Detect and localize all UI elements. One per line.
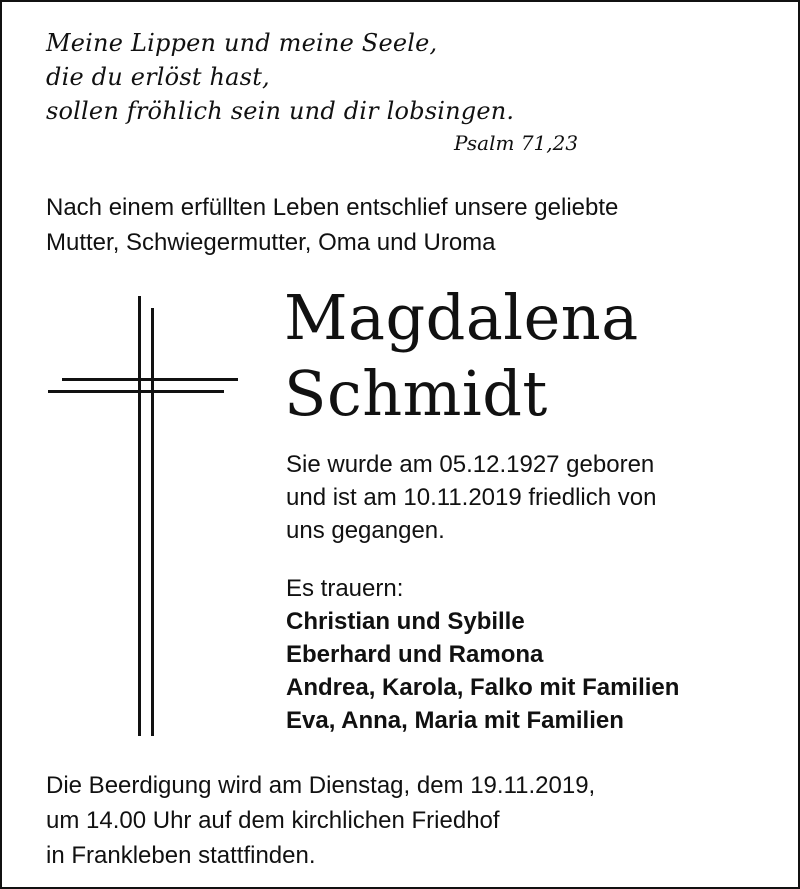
mourner-name: Andrea, Karola, Falko mit Familien [286, 674, 680, 701]
verse-line: Meine Lippen und meine Seele, [46, 29, 438, 57]
first-name: Magdalena [284, 281, 639, 354]
mourners-list [286, 572, 679, 737]
verse-line: die du erlöst hast, [46, 63, 270, 91]
deceased-name [284, 280, 639, 432]
mourner-name: Christian und Sybille [286, 608, 525, 635]
funeral-line: in Frankleben stattfinden. [46, 842, 316, 869]
cross-icon [48, 296, 240, 736]
intro-line: Mutter, Schwiegermutter, Oma und Uroma [46, 229, 496, 256]
dates-line: Sie wurde am 05.12.1927 geboren [286, 451, 655, 478]
bible-verse [46, 26, 514, 128]
funeral-line: Die Beerdigung wird am Dienstag, dem 19.11.2019, [46, 772, 596, 799]
funeral-line: um 14.00 Uhr auf dem kirchlichen Friedhof [46, 807, 500, 834]
mourner-name: Eva, Anna, Maria mit Familien [286, 707, 624, 734]
mourners-heading: Es trauern: [286, 575, 404, 602]
verse-line: sollen fröhlich sein und dir lobsingen. [46, 97, 515, 125]
last-name: Schmidt [284, 357, 548, 430]
mourner-name: Eberhard und Ramona [286, 641, 544, 668]
intro-line: Nach einem erfüllten Leben entschlief unsere geliebte [46, 194, 619, 221]
dates-line: uns gegangen. [286, 517, 445, 544]
funeral-info [46, 768, 595, 873]
dates-line: und ist am 10.11.2019 friedlich von [286, 484, 657, 511]
intro-text [46, 190, 618, 260]
verse-source: Psalm 71,23 [454, 131, 579, 155]
life-dates [286, 448, 656, 547]
